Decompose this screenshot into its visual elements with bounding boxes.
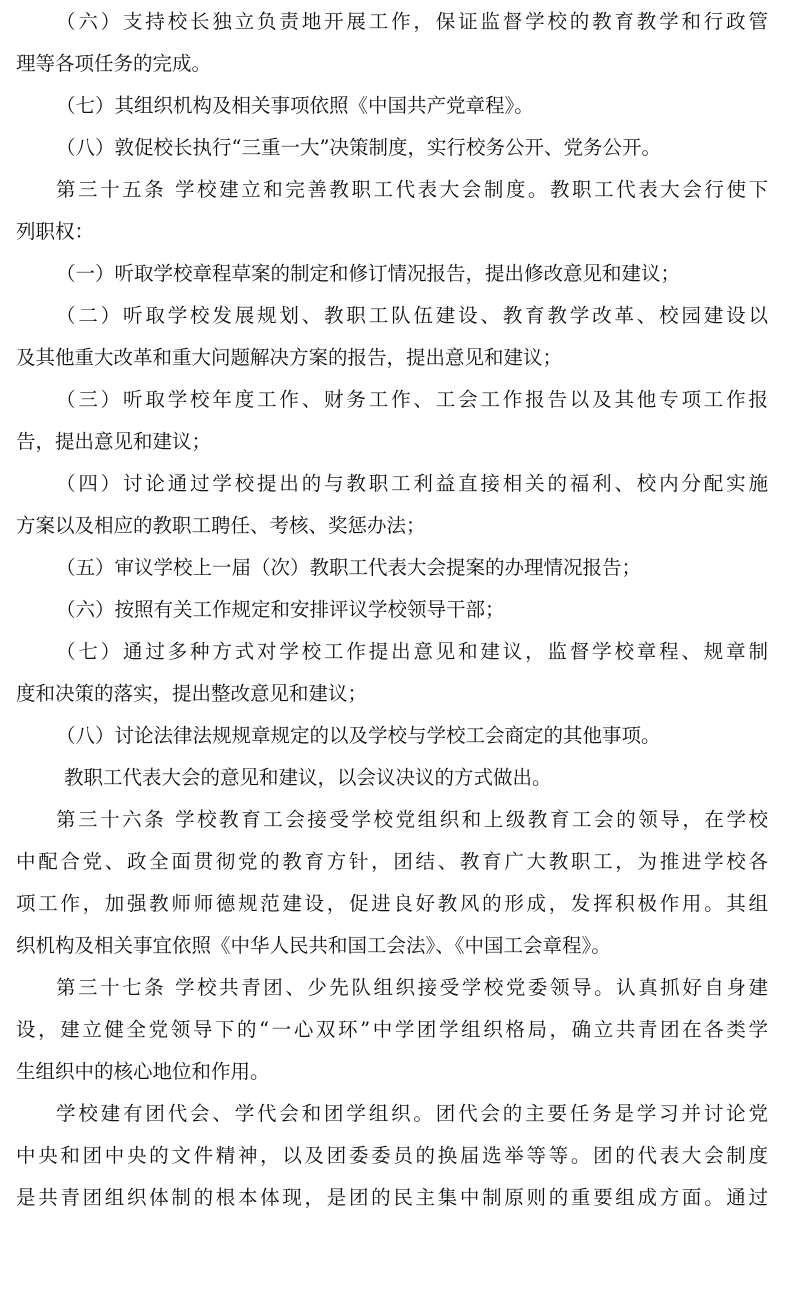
text-line: （二）听取学校发展规划、教职工队伍建设、教育教学改革、校园建设以 xyxy=(56,304,768,327)
text-line: （八）讨论法律法规规章规定的以及学校与学校工会商定的其他事项。 xyxy=(56,724,661,747)
text-line: 织机构及相关事宜依照《中华人民共和国工会法》、《中国工会章程》。 xyxy=(16,934,611,957)
text-line: 度和决策的落实，提出整改意见和建议； xyxy=(16,682,368,705)
text-line: 生组织中的核心地位和作用。 xyxy=(16,1060,270,1083)
text-line: 项工作，加强教师师德规范建设，促进良好教风的形成，发挥积极作用。其组 xyxy=(16,892,768,915)
text-line: 是共青团组织体制的根本体现，是团的民主集中制原则的重要组成方面。通过 xyxy=(16,1186,768,1209)
text-line: 教职工代表大会的意见和建议，以会议决议的方式做出。 xyxy=(64,766,552,789)
text-line: （七）通过多种方式对学校工作提出意见和建议，监督学校章程、规章制 xyxy=(56,640,768,663)
article-heading-37: 第三十七条 学校共青团、少先队组织接受学校党委领导。认真抓好自身建 xyxy=(56,976,768,999)
text-line: （五）审议学校上一届（次）教职工代表大会提案的办理情况报告； xyxy=(56,556,642,579)
text-line: 列职权： xyxy=(16,220,95,243)
text-line: （六）支持校长独立负责地开展工作，保证监督学校的教育教学和行政管 xyxy=(56,10,768,33)
text-line: 学校建有团代会、学代会和团学组织。团代会的主要任务是学习并讨论党 xyxy=(56,1102,768,1125)
text-line: 设，建立健全党领导下的“一心双环”中学团学组织格局，确立共青团在各类学 xyxy=(16,1018,768,1041)
text-line: 理等各项任务的完成。 xyxy=(16,52,212,75)
article-heading-36: 第三十六条 学校教育工会接受学校党组织和上级教育工会的领导，在学校 xyxy=(56,808,768,831)
text-line: （三）听取学校年度工作、财务工作、工会工作报告以及其他专项工作报 xyxy=(56,388,768,411)
text-line: （四）讨论通过学校提出的与教职工利益直接相关的福利、校内分配实施 xyxy=(56,472,768,495)
text-line: （八）敦促校长执行“三重一大”决策制度，实行校务公开、党务公开。 xyxy=(56,136,661,159)
article-heading-35: 第三十五条 学校建立和完善教职工代表大会制度。教职工代表大会行使下 xyxy=(56,178,768,201)
text-line: 告，提出意见和建议； xyxy=(16,430,212,453)
text-line: 中央和团中央的文件精神，以及团委委员的换届选举等等。团的代表大会制度 xyxy=(16,1144,768,1167)
text-line: （六）按照有关工作规定和安排评议学校领导干部； xyxy=(56,598,505,621)
text-line: （七）其组织机构及相关事项依照《中国共产党章程》。 xyxy=(56,94,534,117)
text-line: 方案以及相应的教职工聘任、考核、奖惩办法； xyxy=(16,514,426,537)
text-line: 中配合党、政全面贯彻党的教育方针，团结、教育广大教职工，为推进学校各 xyxy=(16,850,768,873)
text-line: （一）听取学校章程草案的制定和修订情况报告，提出修改意见和建议； xyxy=(56,262,681,285)
text-line: 及其他重大改革和重大问题解决方案的报告，提出意见和建议； xyxy=(16,346,563,369)
